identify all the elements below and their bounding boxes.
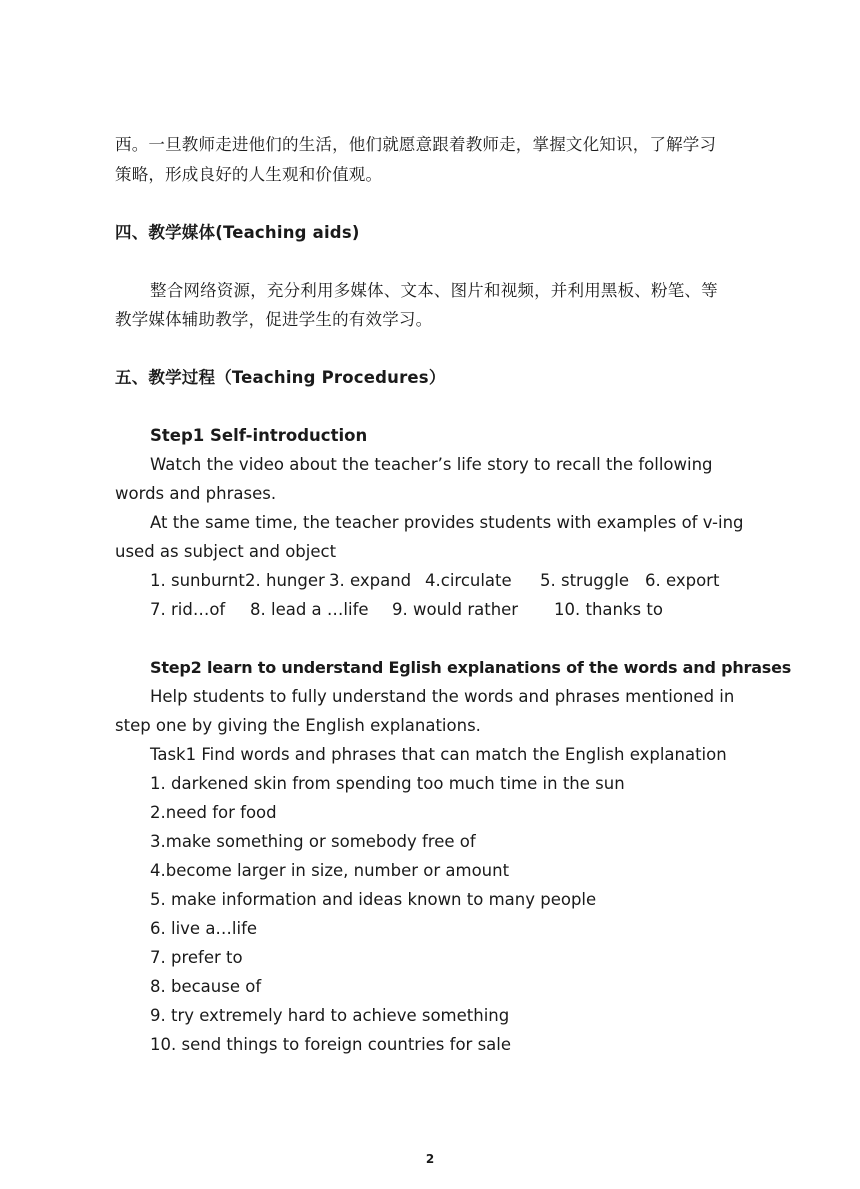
explanation-item: 6. live a…life bbox=[150, 919, 258, 938]
word-item: 8. lead a …life bbox=[250, 600, 369, 619]
word-item: 3. expand bbox=[329, 571, 412, 590]
section-heading-teaching-aids: 四、教学媒体(Teaching aids) bbox=[115, 223, 360, 242]
intro-line-1: 西。一旦教师走进他们的生活，他们就愿意跟着教师走，掌握文化知识，了解学习 bbox=[115, 135, 717, 154]
step1-p2-line-2: used as subject and object bbox=[115, 542, 337, 561]
section4-line-1: 整合网络资源，充分利用多媒体、文本、图片和视频，并利用黑板、粉笔、等 bbox=[150, 281, 718, 300]
step2-p1-line-1: Help students to fully understand the words and phrases mentioned in bbox=[150, 687, 735, 706]
intro-line-2: 策略，形成良好的人生观和价值观。 bbox=[115, 165, 383, 184]
explanation-item: 10. send things to foreign countries for sale bbox=[150, 1035, 512, 1054]
step2-p1-line-2: step one by giving the English explanations. bbox=[115, 716, 481, 735]
word-item: 7. rid…of bbox=[150, 600, 226, 619]
step1-p1-line-1: Watch the video about the teacher’s life story to recall the following bbox=[150, 455, 713, 474]
task1-instruction: Task1 Find words and phrases that can match the English explanation bbox=[150, 745, 727, 764]
step2-title: Step2 learn to understand Eglish explanations of the words and phrases bbox=[150, 658, 792, 677]
explanation-item: 9. try extremely hard to achieve something bbox=[150, 1006, 510, 1025]
explanation-item: 8. because of bbox=[150, 977, 262, 996]
word-item: 5. struggle bbox=[540, 571, 629, 590]
step1-p1-line-2: words and phrases. bbox=[115, 484, 277, 503]
explanation-item: 2.need for food bbox=[150, 803, 277, 822]
explanation-item: 5. make information and ideas known to many people bbox=[150, 890, 597, 909]
section4-line-2: 教学媒体辅助教学，促进学生的有效学习。 bbox=[115, 310, 433, 329]
step1-title: Step1 Self-introduction bbox=[150, 426, 368, 445]
explanation-item: 4.become larger in size, number or amount bbox=[150, 861, 510, 880]
explanation-item: 1. darkened skin from spending too much time in the sun bbox=[150, 774, 625, 793]
word-item: 10. thanks to bbox=[554, 600, 663, 619]
word-item: 6. export bbox=[645, 571, 720, 590]
word-item: 9. would rather bbox=[392, 600, 519, 619]
explanation-item: 3.make something or somebody free of bbox=[150, 832, 476, 851]
page-number: 2 bbox=[425, 1152, 435, 1166]
word-item: 1. sunburnt bbox=[150, 571, 245, 590]
step1-p2-line-1: At the same time, the teacher provides students with examples of v-ing bbox=[150, 513, 744, 532]
explanation-item: 7. prefer to bbox=[150, 948, 243, 967]
word-item: 4.circulate bbox=[425, 571, 512, 590]
word-item: 2. hunger bbox=[245, 571, 325, 590]
section-heading-teaching-procedures: 五、教学过程（Teaching Procedures） bbox=[115, 368, 446, 387]
